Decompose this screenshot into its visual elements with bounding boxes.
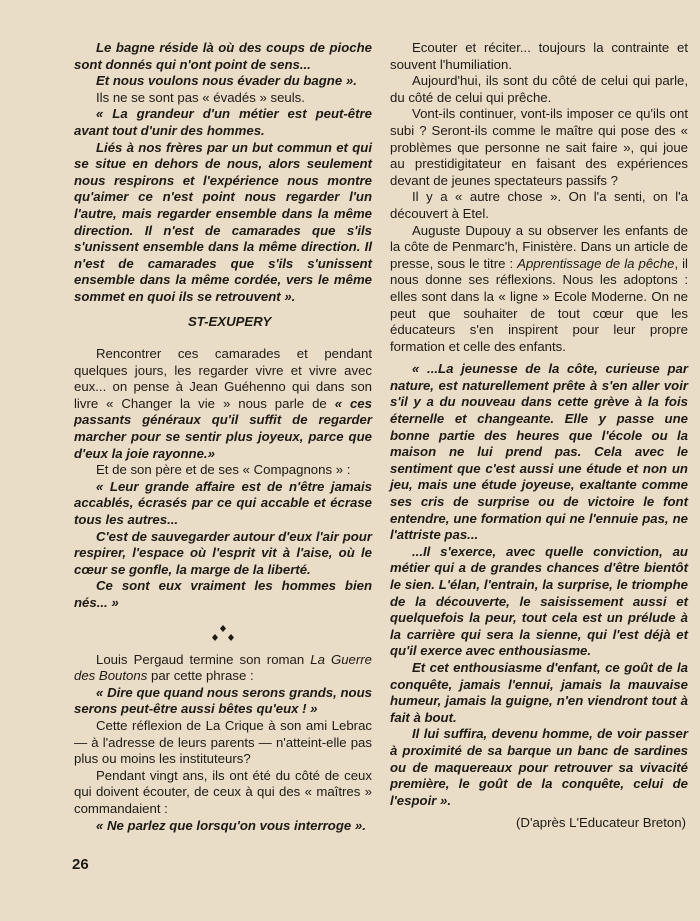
- quote-grandeur: « La grandeur d'un métier est peut-être avant tout d'unir des hommes.: [74, 106, 372, 138]
- paragraph-vingt-ans: Pendant vingt ans, ils ont été du côté de ceux qui doivent écouter, de ceux à qui des « maîtres » commandaient :: [74, 767, 372, 816]
- quote-exerce: ...Il s'exerce, avec quelle conviction, au métier qui a de grandes chances d'être bientôt le sien. L'élan, l'entrain, la surprise, le triomphe de la découverte, le saisissement aussi et quelquefois la peur, tout cela est un prélude à la carrière qui sera la sienne, qui l'est déjà et qu'il exerce avec enthousiasme.: [390, 543, 688, 659]
- source-credit: (D'après L'Educateur Breton): [516, 815, 686, 831]
- paragraph-dupouy-a: Auguste Dupouy a su observer les enfants de la côte de Penmarc'h, Finistère. Dans un article de presse, sous le titre :: [390, 222, 688, 271]
- paragraph-autre-chose: Il y a « autre chose ». On l'a senti, on l'a découvert à Etel.: [390, 189, 688, 221]
- paragraph-crique: Cette réflexion de La Crique à son ami Lebrac — à l'adresse de leurs parents — n'atteint-elle pas plus ou moins les instituteurs?: [74, 717, 372, 767]
- paragraph-camarades-text: Rencontrer ces camarades et pendant quelques jours, les regarder vivre et vivre avec eux... on pense à Jean Guéhenno qui dans son livre « Changer la vie » nous parle de: [74, 346, 372, 411]
- quote-grands: « Dire que quand nous serons grands, nous serons peut-être aussi bêtes qu'eux ! »: [74, 684, 372, 717]
- quote-sauvegarder: C'est de sauvegarder autour d'eux l'air pour respirer, l'espace où l'esprit vit à l'aise, où le cœur se gonfle, la marge de la liberté.: [74, 528, 372, 577]
- quote-grande-affaire: « Leur grande affaire est de n'être jamais accablés, écrasés par ce qui accable et écrase tous les autres...: [74, 478, 372, 528]
- signature-st-exupery: ST-EXUPERY: [188, 313, 272, 329]
- paragraph-evades: Ils ne se sont pas « évadés » seuls.: [96, 89, 305, 105]
- paragraph-aujourdhui: Aujourd'hui, ils sont du côté de celui qui parle, du côté de celui qui prêche.: [390, 73, 688, 105]
- quote-jeunesse: « ...La jeunesse de la côte, curieuse par nature, est naturellement prête à s'en aller voir s'il y a du nouveau dans cette grève à la fois éternelle et changeante. Elle y passe une bonne partie des heures que l'école ou la maison ne lui prend pas. Cela avec le sentiment que c'est aussi une étude et non un jeu, mais une étude joyeuse, exaltante comme ses cris de surprise ou de victoire le font entendre, une formation qui ne l'ennuie pas, ne l'attriste pas...: [390, 361, 688, 543]
- paragraph-pergaud-b: par cette phrase :: [147, 668, 254, 684]
- paragraph-dupouy: [390, 223, 688, 356]
- quote-enthousiasme: Et cet enthousiasme d'enfant, ce goût de la conquête, jamais l'ennui, jamais la mauvaise humeur, jamais la guigne, n'en viendront tout à fait à bout.: [390, 659, 688, 725]
- paragraph-compagnons: Et de son père et de ses « Compagnons » :: [96, 462, 351, 478]
- quote-passants: « ces passants généraux qu'il suffit de regarder marcher pour se sentir plus joyeux, parce que d'eux la joie rayonne.»: [74, 395, 372, 461]
- quote-evader: Et nous voulons nous évader du bagne ».: [96, 73, 357, 89]
- fleuron-icon: [208, 624, 238, 642]
- paragraph-dupouy-b: , il nous donne ses réflexions. Nous les adoptons : elles sont dans la « ligne » Ecole Moderne. On ne peut que souhaiter de tout cœur que les éducateurs s'en inspirent pour leur propre formation et celle des enfants.: [390, 255, 688, 354]
- quote-suffira: Il lui suffira, devenu homme, de voir passer à proximité de sa barque un banc de sardines ou de maquereaux pour retrouver sa vivacité première, le goût de la conquête, celui de l'espoir ».: [390, 726, 688, 808]
- article-title-apprentissage: Apprentissage de la pêche: [517, 255, 675, 271]
- book-title-guerre-des-boutons: La Guerre des Boutons: [74, 651, 372, 684]
- paragraph-pergaud: [74, 652, 372, 685]
- paragraph-pergaud-a: Louis Pergaud termine son roman: [96, 651, 311, 667]
- paragraph-ecouter: Ecouter et réciter... toujours la contrainte et souvent l'humiliation.: [390, 40, 688, 72]
- quote-parlez: « Ne parlez que lorsqu'on vous interroge ».: [96, 817, 366, 833]
- paragraph-camarades: [74, 346, 372, 462]
- page-number: 26: [72, 856, 89, 873]
- right-column: [390, 40, 688, 832]
- ornament: [74, 624, 372, 642]
- paragraph-continuer: Vont-ils continuer, vont-ils imposer ce qu'ils ont subi ? Seront-ils comme le maître qui pose des « problèmes que personne ne sait faire », qui joue au prestidigitateur en faisant des expériences devant de jeunes spectateurs passifs ?: [390, 106, 688, 188]
- quote-bien-nes: Ce sont eux vraiment les hommes bien nés... »: [74, 578, 372, 610]
- quote-bagne: Le bagne réside là où des coups de pioche sont donnés qui n'ont point de sens...: [74, 40, 372, 72]
- left-column: [74, 40, 372, 834]
- quote-freres: Liés à nos frères par un but commun et qui se situe en dehors de nous, alors seulement nous respirons et l'expérience nous montre qu'aimer ce n'est point nous regarder l'un l'autre, mais regarder ensemble dans la même direction. Il n'est de camarades que s'ils s'unissent ensemble dans la même direction. Il n'est de camarades que s'ils s'unissent ensemble dans la même cordée, vers le même sommet en quoi ils se retrouvent ».: [74, 139, 372, 304]
